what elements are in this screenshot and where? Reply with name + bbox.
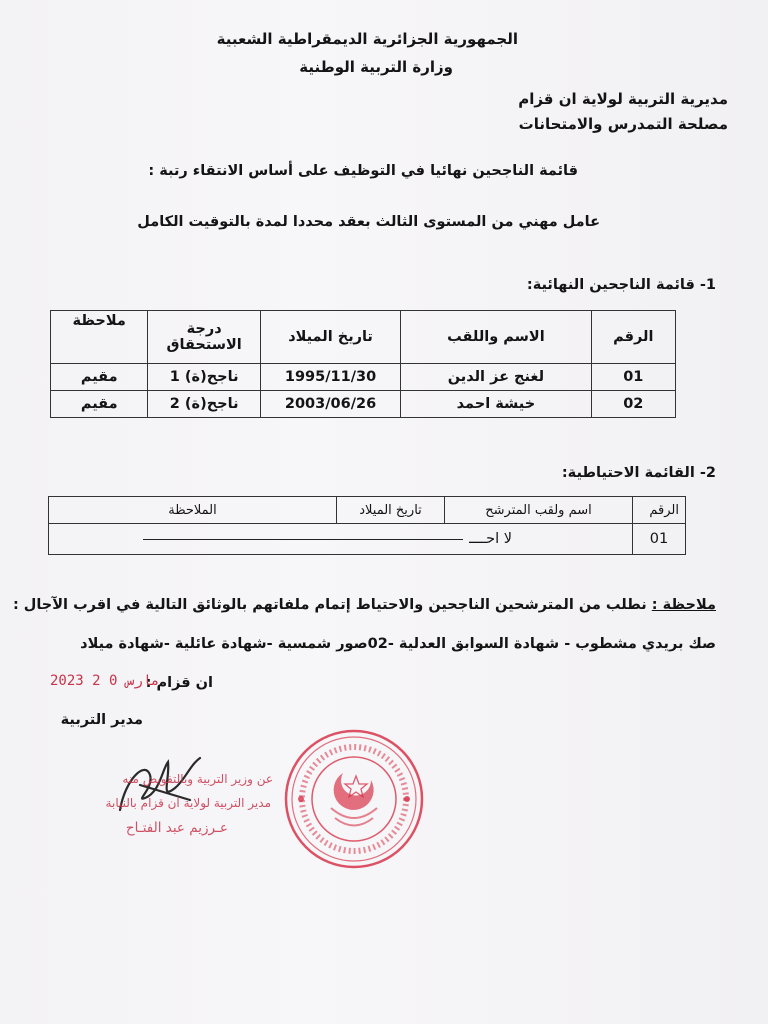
none-text: لا احــــ [469,531,512,547]
col-number: الرقم [633,497,686,524]
ministry-heading: وزارة التربية الوطنية [299,58,453,76]
col-remark: الملاحظة [49,497,337,524]
final-list-table [50,310,676,418]
signature-delegation-line: عن وزير التربية وبالتفويض منه [122,772,273,786]
directorate-heading: مديرية التربية لولاية ان قزام [518,90,728,108]
document-subtitle: عامل مهني من المستوى الثالث بعقد محددا لمدة بالتوقيت الكامل [137,214,600,230]
required-documents: صك بريدي مشطوب - شهادة السوابق العدلية -02صور شمسية -شهادة عائلية -شهادة ميلاد [80,636,716,652]
dash-line [143,539,463,540]
table-row [49,524,686,555]
signature-title-line: مدير التربية لولاية ان قزام بالنيابة [105,796,271,810]
row-rank: ناجح(ة) 1 [148,364,261,391]
row-birthdate: 2003/06/26 [260,391,400,418]
col-candidate-name: اسم ولقب المترشح [445,497,633,524]
signatory-title: مدير التربية [60,712,143,728]
row-name: لغنج عز الدين [401,364,591,391]
date-stamp: 2023 مارس 0 2 [50,673,160,689]
row-birthdate: 1995/11/30 [260,364,400,391]
table-header-row [49,497,686,524]
note-text: نطلب من المترشحين الناجحين والاحتياط إتمام ملفاتهم بالوثائق التالية في اقرب الآجال : [12,597,652,613]
place-label: ان قزام : [145,675,213,691]
col-note: ملاحظة [51,311,148,364]
col-birthdate: تاريخ الميلاد [260,311,400,364]
table-header-row [51,311,676,364]
table-row [51,364,676,391]
note-paragraph [13,597,716,613]
row-none-cell [49,524,633,555]
document-title: قائمة الناجحين نهائيا في التوظيف على أساس الانتقاء رتبة : [148,163,578,179]
table-row [51,391,676,418]
col-birthdate: تاريخ الميلاد [337,497,445,524]
row-note: مقيم [51,391,148,418]
row-number: 01 [633,524,686,555]
col-rank: درجة الاستحقاق [148,311,261,364]
row-number: 02 [591,391,675,418]
row-number: 01 [591,364,675,391]
row-note: مقيم [51,364,148,391]
reserve-list-table [48,496,686,555]
signature-name: عـرزيم عبد الفتـاح [125,820,228,836]
col-number: الرقم [591,311,675,364]
col-name: الاسم واللقب [401,311,591,364]
final-list-heading: 1- قائمة الناجحين النهائية: [526,277,716,293]
note-label: ملاحظة : [651,597,716,613]
reserve-list-heading: 2- القائمة الاحتياطية: [561,465,716,481]
row-name: خيشة احمد [401,391,591,418]
row-rank: ناجح(ة) 2 [148,391,261,418]
republic-heading: الجمهورية الجزائرية الديمقراطية الشعبية [216,30,518,48]
service-heading: مصلحة التمدرس والامتحانات [518,115,728,133]
official-seal-icon [283,728,425,870]
